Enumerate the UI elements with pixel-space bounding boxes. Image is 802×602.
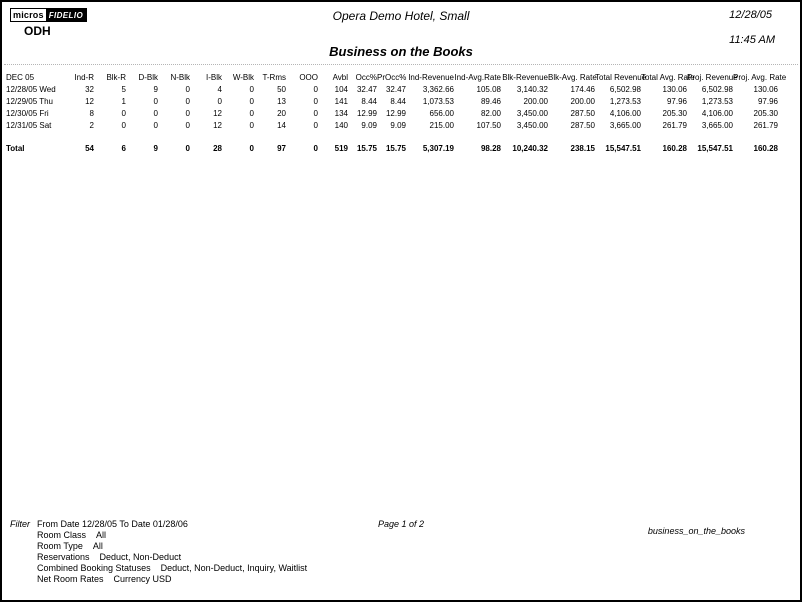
- table-cell: 130.06: [662, 85, 687, 94]
- table-cell: 1,273.53: [609, 97, 641, 106]
- total-cell: 0: [185, 144, 190, 153]
- table-cell: 12: [213, 121, 222, 130]
- filter-line-label: Combined Booking Statuses: [37, 563, 151, 573]
- report-filename: business_on_the_books: [647, 526, 745, 536]
- report-title: Business on the Books: [329, 44, 473, 59]
- table-cell: 12/31/05 Sat: [6, 121, 52, 130]
- table-cell: 107.50: [476, 121, 501, 130]
- total-cell: 15.75: [385, 144, 406, 153]
- table-cell: 13: [277, 97, 286, 106]
- table-cell: 105.08: [476, 85, 501, 94]
- table-cell: 0: [313, 85, 318, 94]
- table-cell: 200.00: [523, 97, 548, 106]
- table-cell: 0: [153, 121, 158, 130]
- table-cell: 8.44: [390, 97, 406, 106]
- table-cell: 0: [153, 97, 158, 106]
- column-header: Avbl: [332, 73, 348, 82]
- column-header: W-Blk: [232, 73, 254, 82]
- table-cell: 3,665.00: [609, 121, 641, 130]
- filter-line-label: Room Class: [37, 530, 87, 540]
- filter-line: [37, 530, 307, 541]
- table-cell: 130.06: [753, 85, 778, 94]
- filter-line-label: Room Type: [37, 541, 83, 551]
- table-cell: 12/28/05 Wed: [6, 85, 56, 94]
- total-cell: 160.28: [662, 144, 687, 153]
- filter-line-value: Currency USD: [113, 574, 172, 584]
- table-cell: 0: [249, 85, 254, 94]
- total-cell: 97: [277, 144, 286, 153]
- column-header: Total Revenue: [595, 73, 647, 82]
- table-cell: 0: [249, 109, 254, 118]
- table-cell: 4,106.00: [609, 109, 641, 118]
- table-cell: 287.50: [570, 121, 595, 130]
- table-cell: 200.00: [570, 97, 595, 106]
- column-header: DEC 05: [6, 73, 35, 82]
- column-header: Blk-Revenue: [502, 73, 548, 82]
- table-cell: 6,502.98: [701, 85, 733, 94]
- column-header: T-Rms: [262, 73, 286, 82]
- table-cell: 3,140.32: [516, 85, 548, 94]
- table-cell: 141: [334, 97, 348, 106]
- table-cell: 0: [185, 109, 190, 118]
- filter-line: [37, 541, 307, 552]
- table-cell: 0: [217, 97, 222, 106]
- table-cell: 0: [121, 109, 126, 118]
- total-cell: 15,547.51: [697, 144, 733, 153]
- property-code: ODH: [24, 24, 51, 38]
- table-cell: 4: [217, 85, 222, 94]
- column-header: D-Blk: [138, 73, 158, 82]
- table-cell: 50: [277, 85, 286, 94]
- column-header: Ind-R: [74, 73, 94, 82]
- column-header: Occ%: [355, 73, 377, 82]
- total-cell: 15.75: [356, 144, 377, 153]
- table-cell: 12.99: [385, 109, 406, 118]
- table-row: [6, 96, 778, 108]
- column-header: Proj. Revenue: [687, 73, 738, 82]
- total-row: [6, 132, 778, 155]
- table-cell: 0: [313, 121, 318, 130]
- total-cell: 98.28: [480, 144, 501, 153]
- table-row: [6, 108, 778, 120]
- total-cell: 0: [313, 144, 318, 153]
- table-cell: 12: [213, 109, 222, 118]
- filter-line: [37, 574, 307, 585]
- filter-line-value: All: [96, 530, 107, 540]
- table-cell: 32.47: [356, 85, 377, 94]
- table-cell: 2: [89, 121, 94, 130]
- total-cell: 238.15: [570, 144, 595, 153]
- table-cell: 3,362.66: [422, 85, 454, 94]
- table-cell: 9: [153, 85, 158, 94]
- table-cell: 1: [121, 97, 126, 106]
- table-cell: 3,450.00: [516, 121, 548, 130]
- table-cell: 287.50: [570, 109, 595, 118]
- table-cell: 0: [185, 121, 190, 130]
- total-cell: 54: [85, 144, 94, 153]
- table-cell: 32: [85, 85, 94, 94]
- column-header: Ind-Avg.Rate: [454, 73, 501, 82]
- total-cell: 28: [213, 144, 222, 153]
- hotel-name: Opera Demo Hotel, Small: [332, 9, 470, 23]
- table-cell: 14: [277, 121, 286, 130]
- table-cell: 12/29/05 Thu: [6, 97, 54, 106]
- table-cell: 104: [334, 85, 348, 94]
- table-cell: 4,106.00: [701, 109, 733, 118]
- total-cell: 5,307.19: [422, 144, 454, 153]
- table-cell: 82.00: [480, 109, 501, 118]
- table-cell: 0: [185, 85, 190, 94]
- table-cell: 1,073.53: [422, 97, 454, 106]
- table-cell: 261.79: [662, 121, 687, 130]
- table-cell: 0: [313, 109, 318, 118]
- table-cell: 32.47: [385, 85, 406, 94]
- table-cell: 3,665.00: [701, 121, 733, 130]
- table-row: [6, 120, 778, 132]
- total-cell: 10,240.32: [512, 144, 548, 153]
- table-cell: 0: [153, 109, 158, 118]
- table-cell: 89.46: [480, 97, 501, 106]
- table-cell: 12: [85, 97, 94, 106]
- table-cell: 0: [121, 121, 126, 130]
- table-cell: 12/30/05 Fri: [6, 109, 49, 118]
- column-header: I-Blk: [206, 73, 222, 82]
- table-cell: 5: [121, 85, 126, 94]
- table-cell: 205.30: [662, 109, 687, 118]
- table-cell: 97.96: [757, 97, 778, 106]
- filter-line-value: Deduct, Non-Deduct: [99, 552, 182, 562]
- table-cell: 8.44: [361, 97, 377, 106]
- table-cell: 205.30: [753, 109, 778, 118]
- print-date: 12/28/05: [729, 9, 772, 21]
- filter-line-label: Net Room Rates: [37, 574, 104, 584]
- business-on-books-table: [6, 72, 787, 155]
- total-cell: 160.28: [753, 144, 778, 153]
- column-header: Blk-Avg. Rate: [548, 73, 597, 82]
- column-header: OOO: [299, 73, 318, 82]
- filter-line-label: From Date 12/28/05 To Date 01/28/06: [37, 519, 188, 529]
- column-header: Ind-Revenue: [408, 73, 454, 82]
- page-indicator: Page 1 of 2: [377, 519, 425, 529]
- total-cell: 0: [249, 144, 254, 153]
- table-cell: 134: [334, 109, 348, 118]
- filter-line: [37, 563, 307, 574]
- table-row: [6, 84, 778, 96]
- total-cell: Total: [6, 144, 25, 153]
- table-header-row: [6, 72, 778, 84]
- table-cell: 20: [277, 109, 286, 118]
- column-header: PrOcc%: [377, 73, 407, 82]
- column-header: Blk-R: [106, 73, 126, 82]
- print-time: 11:45 AM: [729, 34, 775, 46]
- total-cell: 6: [121, 144, 126, 153]
- filter-line-value: Deduct, Non-Deduct, Inquiry, Waitlist: [160, 563, 308, 573]
- table-cell: 656.00: [429, 109, 454, 118]
- table-cell: 0: [249, 121, 254, 130]
- table-cell: 8: [89, 109, 94, 118]
- column-header: N-Blk: [170, 73, 190, 82]
- filter-line-value: All: [92, 541, 103, 551]
- table-cell: 9.09: [361, 121, 377, 130]
- filter-line-label: Reservations: [37, 552, 90, 562]
- table-cell: 0: [313, 97, 318, 106]
- table-cell: 215.00: [429, 121, 454, 130]
- header-divider: [4, 64, 798, 65]
- table-cell: 9.09: [390, 121, 406, 130]
- column-header: Proj. Avg. Rate: [733, 73, 787, 82]
- total-cell: 15,547.51: [605, 144, 641, 153]
- table-cell: 0: [249, 97, 254, 106]
- table-cell: 12.99: [356, 109, 377, 118]
- logo-fidelio-text: FIDELIO: [46, 9, 86, 21]
- filter-line: [37, 552, 307, 563]
- column-header: Total Avg. Rate: [641, 73, 695, 82]
- filter-label: Filter: [10, 519, 30, 529]
- table-cell: 261.79: [753, 121, 778, 130]
- table-cell: 6,502.98: [609, 85, 641, 94]
- table-cell: 1,273.53: [701, 97, 733, 106]
- table-cell: 140: [334, 121, 348, 130]
- table-cell: 174.46: [570, 85, 595, 94]
- total-cell: 9: [153, 144, 158, 153]
- table-cell: 97.96: [666, 97, 687, 106]
- table-cell: 3,450.00: [516, 109, 548, 118]
- table-cell: 0: [185, 97, 190, 106]
- total-cell: 519: [334, 144, 348, 153]
- logo-micros-text: micros: [13, 10, 44, 20]
